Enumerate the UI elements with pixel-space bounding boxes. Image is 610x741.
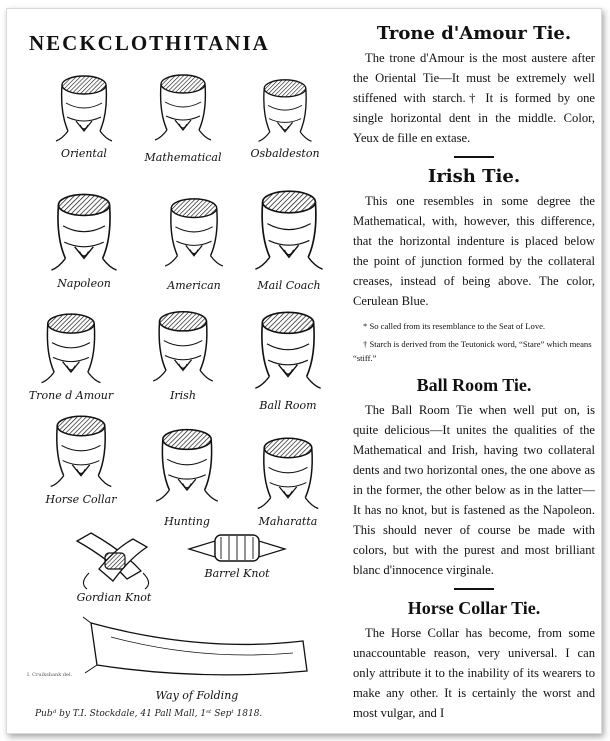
cravat-napoleon xyxy=(29,191,139,290)
gordian-knot-illustration xyxy=(69,529,159,591)
cravat-mail-coach xyxy=(247,185,331,292)
cravat-barrel-knot xyxy=(179,529,295,580)
cravat-american xyxy=(151,189,237,292)
cravat-ball-room xyxy=(245,305,331,412)
caption-barrel-knot: Barrel Knot xyxy=(204,567,270,580)
napoleon-illustration xyxy=(36,191,132,277)
footnote-star: * So called from its resemblance to the Seat of Love. xyxy=(363,321,546,331)
cravat-trone-d-amour xyxy=(19,311,123,402)
caption-mathematical: Mathematical xyxy=(144,151,222,164)
mail-coach-illustration xyxy=(253,185,325,279)
trone-tie-heading: Trone d'Amour Tie. xyxy=(376,23,572,44)
irish-tie-paragraph: This one resembles in some degree the Mathematical, with, however, this difference, that the horizontal indenture is placed below the point of junction formed by the collateral creases, instead of being above. The color, Cerulean Blue. xyxy=(353,194,595,308)
caption-horse-collar: Horse Collar xyxy=(45,493,117,506)
horse-collar-tie-paragraph: The Horse Collar has become, from some unaccountable reason, very universal. I can only attribute it to the inability of its wearers to make any other. It is certainly the worst and most vulgar, and I xyxy=(353,626,595,720)
cravat-hunting xyxy=(145,419,229,528)
engraving-page xyxy=(6,8,602,734)
caption-way-of-folding: Way of Folding xyxy=(155,689,239,702)
publisher-imprint: Pubᵈ by T.I. Stockdale, 41 Pall Mall, 1ˢᵗ Sepᵗ 1818. xyxy=(35,709,263,719)
caption-irish: Irish xyxy=(170,389,196,402)
neckcloth-plate xyxy=(7,9,341,733)
trone-tie-paragraph: The trone d'Amour is the most austere after the Oriental Tie—It must be extremely well stiffened with starch.† It is formed by one single horizontal dent in the middle. Color, Yeux de fille en extase. xyxy=(353,51,595,145)
folding-ribbon-illustration xyxy=(81,613,313,689)
footnote-dagger: † Starch is derived from the Teutonick word, “Stare” which means “stiff.” xyxy=(353,339,592,363)
cravat-oriental xyxy=(45,73,123,160)
trone-d-amour-illustration xyxy=(39,311,103,389)
caption-oriental: Oriental xyxy=(61,147,107,160)
cravat-osbaldeston xyxy=(239,77,331,160)
ball-room-tie-paragraph: The Ball Room Tie when well put on, is quite delicious—It unites the qualities of the Mathematical and Irish, having two collateral dents and two horizontal ones, the one above as in the former, the other below as in the latter—It has no knot, but is fastened as the Napoleon. This should never of course be made with colors, but with the purest and most brilliant blanc d'innocence virginale. xyxy=(353,403,595,577)
caption-osbaldeston: Osbaldeston xyxy=(250,147,320,160)
section-divider xyxy=(454,588,494,590)
barrel-knot-illustration xyxy=(185,529,289,567)
section-divider xyxy=(454,156,494,158)
folding-diagram xyxy=(77,613,317,702)
horse-collar-tie-heading: Horse Collar Tie. xyxy=(407,598,541,618)
caption-maharatta: Maharatta xyxy=(258,515,318,528)
caption-ball-room: Ball Room xyxy=(259,399,317,412)
footnotes xyxy=(353,319,595,365)
caption-trone-d-amour: Trone d Amour xyxy=(28,389,114,402)
cravat-horse-collar xyxy=(33,413,129,506)
plate-title: NECKCLOTHITANIA xyxy=(29,31,270,55)
mathematical-illustration xyxy=(153,67,213,151)
cravat-mathematical xyxy=(135,67,231,164)
cravat-maharatta xyxy=(243,435,333,528)
caption-gordian-knot: Gordian Knot xyxy=(76,591,152,604)
caption-napoleon: Napoleon xyxy=(57,277,111,290)
ball-room-illustration xyxy=(253,305,323,399)
irish-illustration xyxy=(151,307,215,389)
caption-mail-coach: Mail Coach xyxy=(257,279,321,292)
artist-credit: I. Cruikshank del. xyxy=(27,672,73,678)
horse-collar-illustration xyxy=(46,413,116,493)
irish-tie-heading: Irish Tie. xyxy=(427,166,521,187)
text-column xyxy=(353,23,595,723)
caption-hunting: Hunting xyxy=(164,515,210,528)
ball-room-tie-heading: Ball Room Tie. xyxy=(416,375,532,395)
maharatta-illustration xyxy=(253,435,323,515)
osbaldeston-illustration xyxy=(248,77,322,147)
oriental-illustration xyxy=(54,73,114,147)
cravat-irish xyxy=(143,307,223,402)
american-illustration xyxy=(163,189,225,279)
cravat-gordian-knot xyxy=(59,529,169,604)
caption-american: American xyxy=(167,279,221,292)
hunting-illustration xyxy=(154,419,220,515)
